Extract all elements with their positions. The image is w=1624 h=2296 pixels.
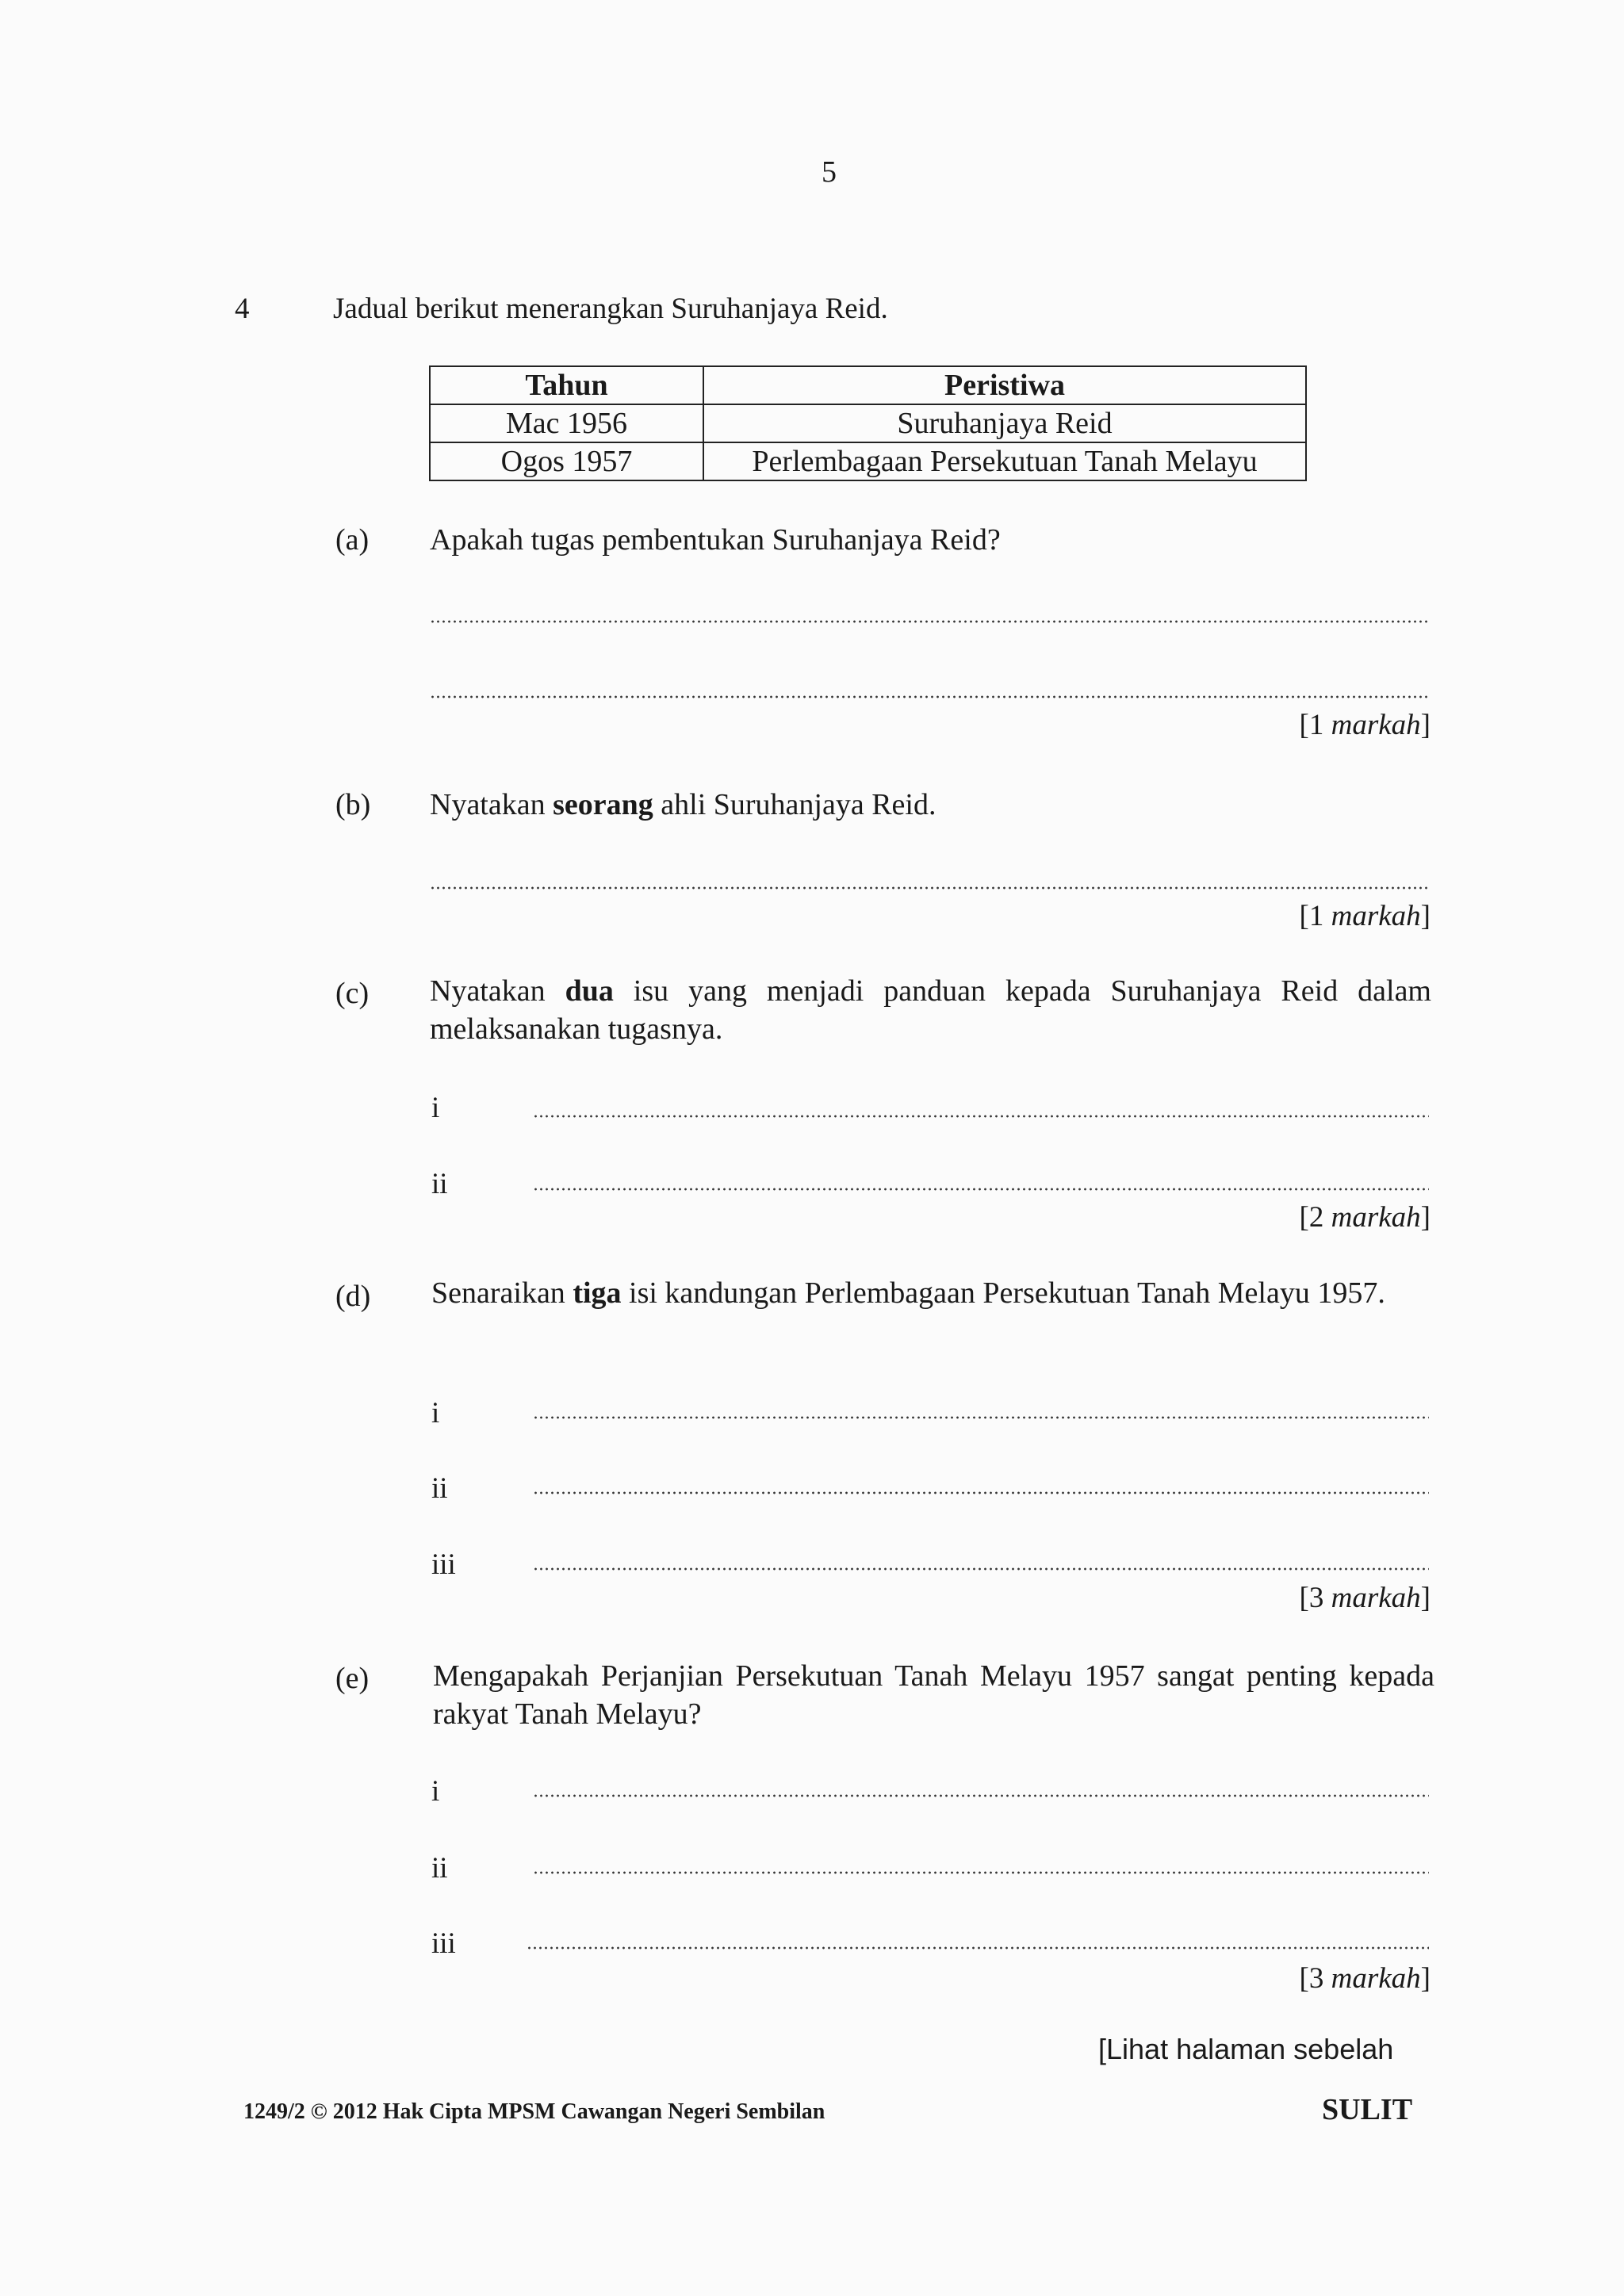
part-d-question: Senaraikan tiga isi kandungan Perlembagaan Persekutuan Tanah Melayu 1957. <box>431 1276 1385 1310</box>
part-e-marks: [3 markah] <box>1299 1962 1431 1995</box>
footer-copyright: 1249/2 © 2012 Hak Cipta MPSM Cawangan Negeri Sembilan <box>243 2099 825 2124</box>
answer-line-c1[interactable] <box>533 1115 1429 1118</box>
answer-line-d2[interactable] <box>533 1491 1429 1494</box>
answer-line-d1[interactable] <box>533 1416 1429 1419</box>
answer-line-b1[interactable] <box>430 886 1429 890</box>
question-stem: Jadual berikut menerangkan Suruhanjaya Reid. <box>333 293 888 325</box>
table-row <box>430 404 1306 442</box>
table-header-row <box>430 366 1306 404</box>
part-e-question: Mengapakah Perjanjian Persekutuan Tanah Melayu 1957 sangat penting kepada rakyat Tanah Melayu? <box>433 1659 1434 1731</box>
table-header-cell: Tahun <box>430 366 703 404</box>
part-c-item-label: i <box>431 1092 440 1124</box>
part-d-item-label: iii <box>431 1548 456 1581</box>
answer-line-d3[interactable] <box>533 1567 1429 1571</box>
reid-commission-table <box>429 365 1307 481</box>
answer-line-c2[interactable] <box>533 1188 1429 1191</box>
answer-line-a1[interactable] <box>430 620 1429 623</box>
part-d-item-label: i <box>431 1397 440 1429</box>
part-e-item-label: iii <box>431 1927 456 1960</box>
part-d-marks: [3 markah] <box>1299 1582 1431 1614</box>
answer-line-a2[interactable] <box>430 695 1429 698</box>
part-e-item-label: i <box>431 1775 440 1808</box>
part-a-question: Apakah tugas pembentukan Suruhanjaya Reid? <box>430 523 1001 557</box>
table-cell: Mac 1956 <box>430 404 703 442</box>
part-b-marks: [1 markah] <box>1299 900 1431 932</box>
table-row <box>430 442 1306 480</box>
part-c-question: Nyatakan dua isu yang menjadi panduan kepada Suruhanjaya Reid dalam melaksanakan tugasnya. <box>430 974 1431 1046</box>
part-c-label: (c) <box>335 977 370 1010</box>
answer-line-e3[interactable] <box>527 1946 1429 1950</box>
part-a-label: (a) <box>335 523 370 557</box>
part-d-item-label: ii <box>431 1472 448 1505</box>
answer-line-e1[interactable] <box>533 1794 1429 1797</box>
page-number: 5 <box>822 155 837 189</box>
part-c-item-label: ii <box>431 1168 448 1200</box>
part-d-label: (d) <box>335 1280 371 1313</box>
answer-line-e2[interactable] <box>533 1871 1429 1874</box>
next-page-note: [Lihat halaman sebelah <box>1098 2033 1394 2065</box>
question-number: 4 <box>235 293 250 325</box>
part-b-label: (b) <box>335 788 371 821</box>
table-cell: Ogos 1957 <box>430 442 703 480</box>
part-a-marks: [1 markah] <box>1299 709 1431 741</box>
part-e-label: (e) <box>335 1662 370 1695</box>
table-cell: Suruhanjaya Reid <box>703 404 1306 442</box>
part-b-question: Nyatakan seorang ahli Suruhanjaya Reid. <box>430 788 936 821</box>
part-e-item-label: ii <box>431 1852 448 1885</box>
part-c-marks: [2 markah] <box>1299 1201 1431 1234</box>
footer-classification: SULIT <box>1322 2093 1413 2126</box>
table-header-cell: Peristiwa <box>703 366 1306 404</box>
table-cell: Perlembagaan Persekutuan Tanah Melayu <box>703 442 1306 480</box>
